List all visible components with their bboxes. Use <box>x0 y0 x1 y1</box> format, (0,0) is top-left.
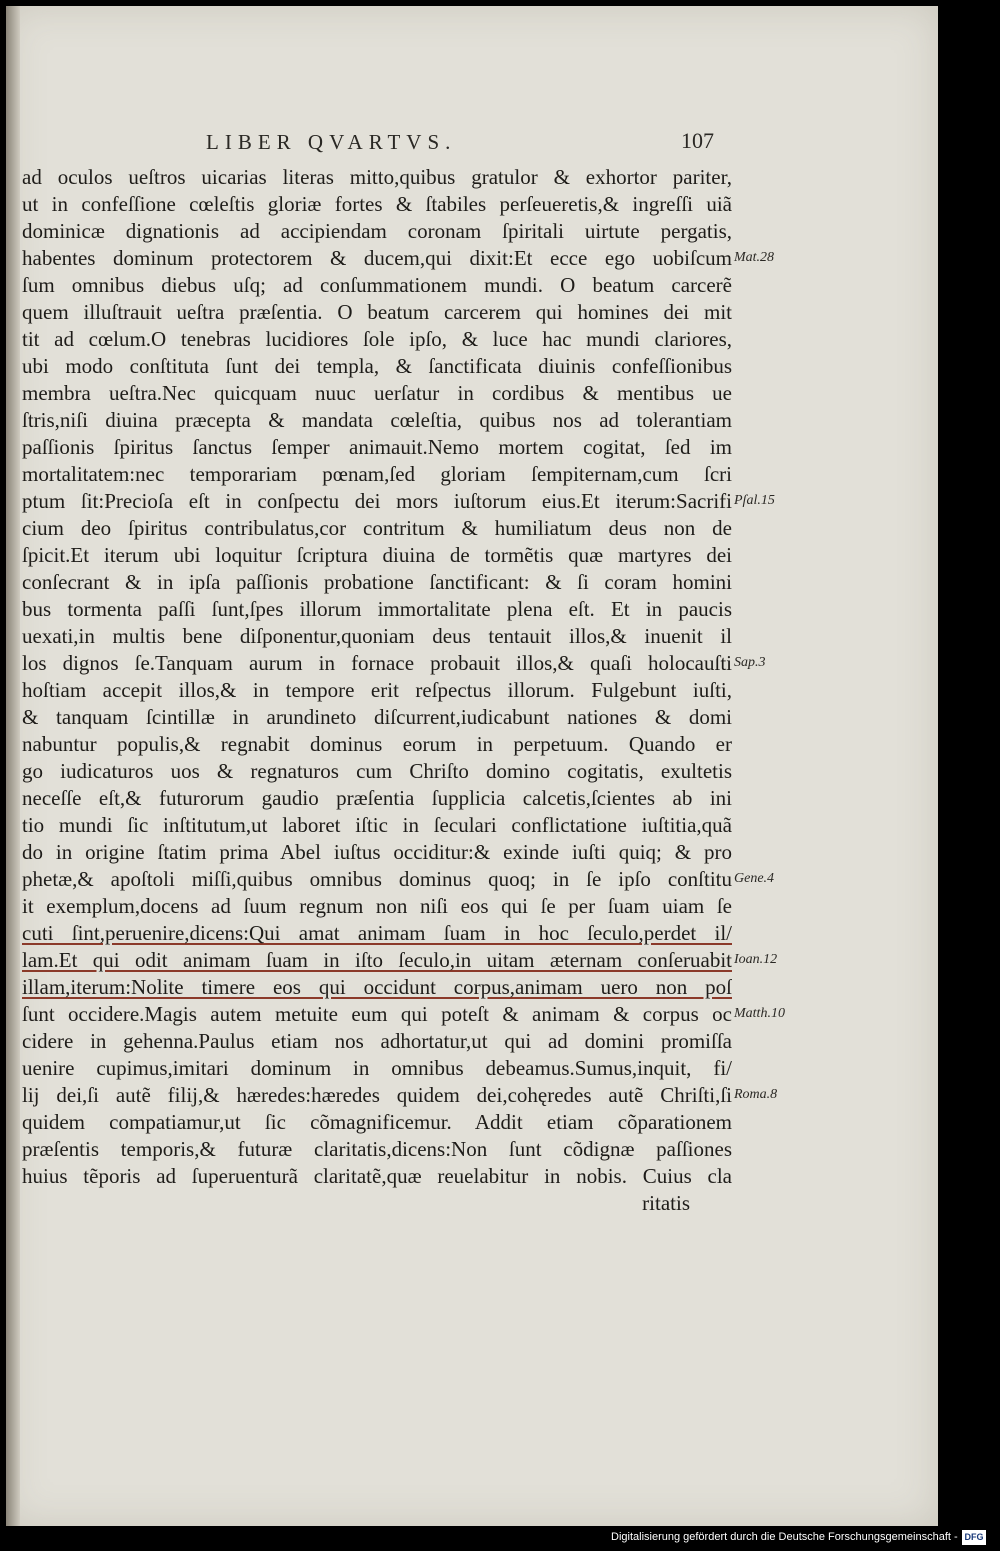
text-line: ut in confeſſione cœleſtis gloriæ fortes & ſtabiles perſeueretis,& ingreſſi uiã <box>22 192 732 216</box>
text-line: bus tormenta paſſi ſunt,ſpes illorum immortalitate plena eſt. Et in paucis <box>22 597 732 621</box>
text-line: quem illuſtrauit ueſtra præſentia. O beatum carcerem qui homines dei mit <box>22 300 732 324</box>
dfg-logo: DFG <box>962 1530 986 1545</box>
text-line: paſſionis ſpiritus ſanctus ſemper animauit.Nemo mortem cogitat, ſed im <box>22 435 732 459</box>
text-line: quidem compatiamur,ut ſic cõmagnificemur. Addit etiam cõparationem <box>22 1110 732 1134</box>
margin-reference: Ioan.12 <box>734 952 778 967</box>
text-line: cidere in gehenna.Paulus etiam nos adhortatur,ut qui ad domini promiſſa <box>22 1029 732 1053</box>
text-line: ſum omnibus diebus uſq; ad conſummationem mundi. O beatum carcerẽ <box>22 273 732 297</box>
margin-reference: Gene.4 <box>734 871 775 886</box>
text-line: phetæ,& apoſtoli miſſi,quibus omnibus dominus quoq; in ſe ipſo conſtitu <box>22 867 732 891</box>
digitization-credit: Digitalisierung gefördert durch die Deutsche Forschungsgemeinschaft - <box>611 1531 958 1543</box>
text-line: hoſtiam accepit illos,& in tempore erit reſpectus illorum. Fulgebunt iuſti, <box>22 678 732 702</box>
margin-reference: Pſal.15 <box>734 493 775 508</box>
text-line: go iudicaturos uos & regnaturos cum Chriſto domino cogitatis, exultetis <box>22 759 732 783</box>
margin-reference: Matth.10 <box>734 1006 785 1021</box>
text-line: do in origine ſtatim prima Abel iuſtus occiditur:& exinde iuſti quiq; & pro <box>22 840 732 864</box>
page-gutter-shadow <box>6 6 20 1526</box>
text-line: habentes dominum protectorem & ducem,qui dixit:Et ecce ego uobiſcum <box>22 246 732 270</box>
text-line: membra ueſtra.Nec quicquam nuuc uerſatur in cordibus & mentibus ue <box>22 381 732 405</box>
text-line: ritatis <box>642 1191 690 1215</box>
text-line: ubi modo conſtituta ſunt dei templa, & ſanctificata diuinis confeſſionibus <box>22 354 732 378</box>
text-line: nabuntur populis,& regnabit dominus eorum in perpetuum. Quando er <box>22 732 732 756</box>
text-line: ſunt occidere.Magis autem metuite eum qui poteſt & animam & corpus oc <box>22 1002 732 1026</box>
text-line: huius tẽporis ad ſuperuenturã claritatẽ,quæ reuelabitur in nobis. Cuius cla <box>22 1164 732 1188</box>
text-line: neceſſe eſt,& futurorum gaudio præſentia ſupplicia calcetis,ſcientes ab ini <box>22 786 732 810</box>
text-line: los dignos ſe.Tanquam aurum in fornace probauit illos,& quaſi holocauſti <box>22 651 732 675</box>
text-line: illam,iterum:Nolite timere eos qui occidunt corpus,animam uero non poſ <box>22 975 732 999</box>
text-line: lam.Et qui odit animam ſuam in iſto ſeculo,in uitam æternam conſeruabit <box>22 948 732 972</box>
text-line: ſpicit.Et iterum ubi loquitur ſcriptura diuina de tormẽtis quæ martyres dei <box>22 543 732 567</box>
text-line: ptum ſit:Precioſa eſt in conſpectu dei mors iuſtorum eius.Et iterum:Sacrifi <box>22 489 732 513</box>
text-line: tio mundi ſic inſtitutum,ut laboret iſtic in ſeculari conflictatione iuſtitia,quã <box>22 813 732 837</box>
text-line: dominicæ dignationis ad accipiendam coronam ſpiritali uirtute pergatis, <box>22 219 732 243</box>
text-line: uenire cupimus,imitari dominum in omnibus debeamus.Sumus,inquit, fi/ <box>22 1056 732 1080</box>
text-line: tit ad cœlum.O tenebras lucidiores ſole ipſo, & luce hac mundi clariores, <box>22 327 732 351</box>
book-page <box>6 6 938 1526</box>
text-line: ad oculos ueſtros uicarias literas mitto,quibus gratulor & exhortor pariter, <box>22 165 732 189</box>
text-line: & tanquam ſcintillæ in arundineto diſcurrent,iudicabunt nationes & domi <box>22 705 732 729</box>
text-line: cuti ſint,peruenire,dicens:Qui amat animam ſuam in hoc ſeculo,perdet il/ <box>22 921 732 945</box>
page-number: 107 <box>681 128 714 153</box>
text-line: conſecrant & in ipſa paſſionis probatione ſanctificant: & ſi coram homini <box>22 570 732 594</box>
text-line: præſentis temporis,& futuræ claritatis,dicens:Non ſunt cõdignæ paſſiones <box>22 1137 732 1161</box>
text-line: mortalitatem:nec temporariam pœnam,ſed gloriam ſempiternam,cum ſcri <box>22 462 732 486</box>
body-text <box>22 164 732 1217</box>
running-title: LIBER QVARTVS. <box>206 130 457 154</box>
margin-reference: Sap.3 <box>734 655 766 670</box>
margin-reference: Mat.28 <box>734 250 775 265</box>
text-line: cium deo ſpiritus contribulatus,cor contritum & humiliatum deus non de <box>22 516 732 540</box>
margin-reference: Roma.8 <box>734 1087 778 1102</box>
text-line: ſtris,niſi diuina præcepta & mandata cœleſtia, quibus nos ad tolerantiam <box>22 408 732 432</box>
text-line: lij dei,ſi autẽ filij,& hæredes:hæredes quidem dei,cohęredes autẽ Chriſti,ſi <box>22 1083 732 1107</box>
text-line: uexati,in multis bene diſponentur,quoniam deus tentauit illos,& inuenit il <box>22 624 732 648</box>
text-line: it exemplum,docens ad ſuum regnum non niſi eos qui ſe per ſuam uiam ſe <box>22 894 732 918</box>
